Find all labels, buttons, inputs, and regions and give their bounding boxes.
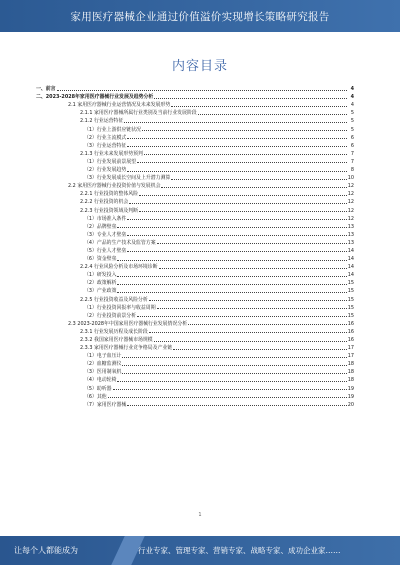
footer-tagline: 行业专家、管理专家、营销专家、战略专家、成功企业家…… xyxy=(138,546,341,555)
toc-entry[interactable] xyxy=(36,270,354,278)
toc-entry[interactable] xyxy=(36,262,354,270)
toc-entry-page: 10 xyxy=(347,175,354,182)
toc-entry[interactable] xyxy=(36,222,354,230)
toc-entry-label: （2）行业投资前景分析 xyxy=(84,312,137,319)
toc-leader-dots xyxy=(171,106,347,107)
toc-leader-dots xyxy=(127,405,347,406)
toc-entry-label: （4）电动轮椅 xyxy=(84,377,117,384)
toc-entry[interactable] xyxy=(36,383,354,391)
toc-entry-label: （3）行业发展成长空间及上升潜力测算 xyxy=(84,175,171,182)
toc-leader-dots xyxy=(117,381,346,382)
toc-entry-page: 15 xyxy=(347,288,354,295)
toc-leader-dots xyxy=(127,171,347,172)
toc-entry-page: 7 xyxy=(350,150,354,157)
toc-leader-dots xyxy=(117,227,346,228)
toc-entry-label: （3）产业政策 xyxy=(84,288,117,295)
toc-entry[interactable] xyxy=(36,254,354,262)
toc-entry[interactable] xyxy=(36,359,354,367)
toc-leader-dots xyxy=(122,365,346,366)
toc-entry-label: （5）助听器 xyxy=(84,385,112,392)
toc-entry[interactable] xyxy=(36,400,354,408)
toc-entry-label: 2.3.3 家用医疗器械行业竞争格局及产业链 xyxy=(80,345,173,352)
toc-entry-label: （5）行业人才壁垒 xyxy=(84,247,127,254)
toc-leader-dots xyxy=(137,162,347,163)
toc-entry-label: （1）研发投入 xyxy=(84,272,117,279)
footer-banner xyxy=(0,536,400,565)
toc-entry[interactable] xyxy=(36,157,354,165)
toc-leader-dots xyxy=(198,114,347,115)
toc-entry-label: 2.3.1 行业发展历程及成长阶段 xyxy=(80,328,148,335)
table-of-contents xyxy=(36,84,354,408)
toc-entry-page: 15 xyxy=(347,296,354,303)
toc-leader-dots xyxy=(142,130,347,131)
toc-entry-page: 18 xyxy=(347,369,354,376)
toc-leader-dots xyxy=(144,154,347,155)
toc-leader-dots xyxy=(188,324,347,325)
toc-entry-page: 12 xyxy=(347,191,354,198)
toc-entry[interactable] xyxy=(36,108,354,116)
toc-entry[interactable] xyxy=(36,133,354,141)
toc-leader-dots xyxy=(124,122,347,123)
toc-entry-page: 7 xyxy=(350,158,354,165)
toc-entry[interactable] xyxy=(36,351,354,359)
toc-entry[interactable] xyxy=(36,294,354,302)
toc-entry-page: 15 xyxy=(347,312,354,319)
toc-entry-page: 14 xyxy=(347,256,354,263)
footer-slogan: 让每个人都能成为 xyxy=(14,546,78,555)
toc-leader-dots xyxy=(117,292,346,293)
toc-leader-dots xyxy=(117,276,346,277)
toc-entry-label: 2.1.2 行业运营特征 xyxy=(80,118,124,125)
toc-entry[interactable] xyxy=(36,311,354,319)
toc-entry[interactable] xyxy=(36,197,354,205)
toc-entry[interactable] xyxy=(36,181,354,189)
toc-entry-label: 2.2.3 行业投资领域及判断 xyxy=(80,207,139,214)
toc-entry[interactable] xyxy=(36,367,354,375)
toc-leader-dots xyxy=(159,268,347,269)
toc-entry-label: （2）政策解析 xyxy=(84,280,117,287)
toc-entry-label: 2.2.4 行业风险分析及市场环境诊断 xyxy=(80,264,158,271)
toc-leader-dots xyxy=(117,284,346,285)
toc-leader-dots xyxy=(127,251,347,252)
toc-entry-label: （2）血糖监测仪 xyxy=(84,361,122,368)
toc-entry-page: 4 xyxy=(350,94,354,101)
toc-entry[interactable] xyxy=(36,214,354,222)
toc-entry-page: 12 xyxy=(347,215,354,222)
toc-entry-page: 18 xyxy=(347,377,354,384)
toc-entry-page: 12 xyxy=(347,199,354,206)
toc-leader-dots xyxy=(127,219,347,220)
toc-leader-dots xyxy=(149,300,347,301)
toc-entry-page: 15 xyxy=(347,304,354,311)
toc-leader-dots xyxy=(113,389,347,390)
toc-entry-label: （3）专业人才壁垒 xyxy=(84,231,127,238)
toc-leader-dots xyxy=(139,211,347,212)
toc-entry-label: 2.2.1 行业投资的整体风险 xyxy=(80,191,139,198)
toc-entry-page: 19 xyxy=(347,393,354,400)
toc-entry[interactable] xyxy=(36,92,354,100)
toc-entry-page: 14 xyxy=(347,264,354,271)
toc-entry[interactable] xyxy=(36,375,354,383)
toc-entry[interactable] xyxy=(36,319,354,327)
toc-entry[interactable] xyxy=(36,100,354,108)
toc-leader-dots xyxy=(157,243,347,244)
toc-leader-dots xyxy=(137,316,347,317)
toc-entry-label: 2.2 家用医疗器械行业投资价值与发展机会 xyxy=(68,183,161,190)
toc-leader-dots xyxy=(129,203,347,204)
toc-entry[interactable] xyxy=(36,343,354,351)
toc-leader-dots xyxy=(108,397,347,398)
page-number: 1 xyxy=(198,512,202,518)
toc-entry-label: （1）市场准入条件 xyxy=(84,215,127,222)
report-header xyxy=(0,0,400,32)
report-title: 家用医疗器械企业通过价值溢价实现增长策略研究报告 xyxy=(70,10,330,23)
toc-entry-label: （3）行业运营特征 xyxy=(84,142,127,149)
toc-entry-label: 二、2023-2028年家用医疗器械行业发展及趋势分析 xyxy=(36,94,154,101)
toc-entry-page: 4 xyxy=(350,86,354,93)
toc-entry[interactable] xyxy=(36,238,354,246)
toc-entry[interactable] xyxy=(36,278,354,286)
toc-entry-page: 5 xyxy=(350,110,354,117)
toc-entry[interactable] xyxy=(36,303,354,311)
toc-leader-dots xyxy=(127,146,347,147)
toc-entry-label: 2.3 2023-2028年中国家用医疗器械行业发展情况分析 xyxy=(68,320,188,327)
toc-entry-label: 2.1 家用医疗器械行业运营情况及未来发展形势 xyxy=(68,102,171,109)
toc-entry-label: 2.2.5 行业投资收益及风险分析 xyxy=(80,296,148,303)
toc-entry-page: 18 xyxy=(347,361,354,368)
toc-entry-page: 16 xyxy=(347,328,354,335)
toc-entry[interactable] xyxy=(36,246,354,254)
toc-entry[interactable] xyxy=(36,84,354,92)
toc-entry-page: 12 xyxy=(347,207,354,214)
toc-leader-dots xyxy=(171,179,347,180)
toc-entry[interactable] xyxy=(36,392,354,400)
toc-leader-dots xyxy=(149,332,347,333)
toc-leader-dots xyxy=(57,90,347,91)
toc-leader-dots xyxy=(173,349,347,350)
toc-entry-label: （2）行业发展趋势 xyxy=(84,167,127,174)
toc-entry-page: 17 xyxy=(347,353,354,360)
toc-leader-dots xyxy=(161,187,346,188)
toc-entry[interactable] xyxy=(36,205,354,213)
toc-leader-dots xyxy=(122,357,346,358)
toc-entry-label: （1）行业投资回报率与收益周期 xyxy=(84,304,156,311)
toc-entry-label: 一、前言 xyxy=(36,86,56,93)
toc-entry[interactable] xyxy=(36,149,354,157)
toc-entry-page: 8 xyxy=(350,167,354,174)
toc-entry[interactable] xyxy=(36,165,354,173)
toc-entry-label: （6）资金壁垒 xyxy=(84,256,117,263)
toc-entry-label: 2.2.2 行业投资的机会 xyxy=(80,199,129,206)
toc-entry-page: 15 xyxy=(347,280,354,287)
toc-entry-page: 20 xyxy=(347,401,354,408)
toc-entry-label: 2.1.3 行业未来发展形势预判 xyxy=(80,150,143,157)
toc-entry[interactable] xyxy=(36,189,354,197)
toc-entry-label: （7）家用医疗器械 xyxy=(84,401,127,408)
toc-leader-dots xyxy=(157,308,347,309)
toc-leader-dots xyxy=(154,341,347,342)
toc-entry-label: （2）行业主流模式 xyxy=(84,134,127,141)
toc-leader-dots xyxy=(127,235,347,236)
toc-leader-dots xyxy=(154,98,347,99)
toc-entry[interactable] xyxy=(36,286,354,294)
toc-entry-page: 6 xyxy=(350,142,354,149)
toc-leader-dots xyxy=(122,373,346,374)
toc-entry-label: 2.1.1 家用医疗器械所属行业类别及当前行业发展阶段 xyxy=(80,110,197,117)
toc-entry-page: 13 xyxy=(347,223,354,230)
toc-entry-page: 5 xyxy=(350,126,354,133)
toc-entry-label: （1）行业发展前景展望 xyxy=(84,158,137,165)
toc-leader-dots xyxy=(117,260,346,261)
toc-entry-page: 16 xyxy=(347,320,354,327)
toc-entry-label: 2.3.2 我国家用医疗器械市场规模 xyxy=(80,337,153,343)
toc-entry-label: （1）电子血压计 xyxy=(84,353,122,360)
toc-entry[interactable] xyxy=(36,116,354,124)
toc-entry-page: 17 xyxy=(347,345,354,352)
toc-entry-label: （3）医用制氧机 xyxy=(84,369,122,376)
toc-entry-page: 19 xyxy=(347,385,354,392)
toc-entry-label: （2）品牌壁垒 xyxy=(84,223,117,230)
toc-leader-dots xyxy=(139,195,347,196)
toc-heading: 内容目录 xyxy=(171,59,228,74)
toc-entry-page: 13 xyxy=(347,231,354,238)
toc-leader-dots xyxy=(127,138,347,139)
toc-entry-page: 4 xyxy=(350,102,354,109)
toc-entry-page: 12 xyxy=(347,183,354,190)
toc-entry-label: （4）产品的生产技术及监管方案 xyxy=(84,239,156,246)
toc-entry-page: 16 xyxy=(347,337,354,343)
toc-entry-page: 14 xyxy=(347,247,354,254)
toc-entry-page: 14 xyxy=(347,272,354,279)
toc-entry[interactable] xyxy=(36,141,354,149)
toc-entry-label: （1）行业上游供应链状况 xyxy=(84,126,141,133)
toc-entry[interactable] xyxy=(36,173,354,181)
toc-entry-page: 6 xyxy=(350,134,354,141)
toc-entry[interactable] xyxy=(36,327,354,335)
toc-entry-page: 5 xyxy=(350,118,354,125)
toc-entry[interactable] xyxy=(36,335,354,343)
toc-entry-page: 13 xyxy=(347,239,354,246)
toc-entry[interactable] xyxy=(36,124,354,132)
toc-entry-label: （6）其他 xyxy=(84,393,107,400)
toc-entry[interactable] xyxy=(36,230,354,238)
